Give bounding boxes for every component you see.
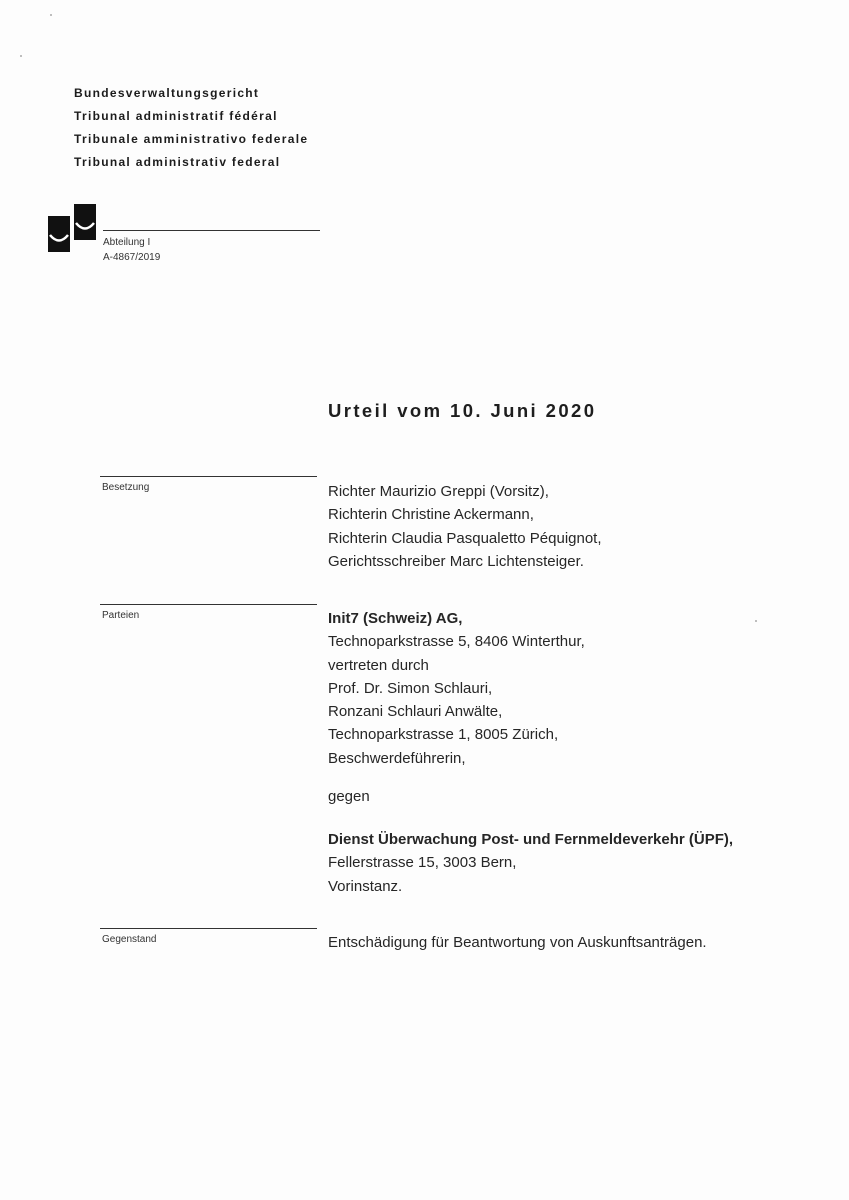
court-names: [74, 82, 308, 174]
court-name-de: Bundesverwaltungsgericht: [74, 86, 260, 100]
court-name-it: Tribunale amministrativo federale: [74, 132, 309, 146]
opponent-content: [328, 828, 733, 898]
besetzung-label: Besetzung: [102, 482, 150, 493]
versus-text: gegen: [328, 788, 370, 805]
opponent-line: Fellerstrasse 15, 3003 Bern,: [328, 854, 517, 872]
besetzung-content: [328, 480, 602, 573]
court-name-rm: Tribunal administrativ federal: [74, 155, 281, 169]
party-line: vertreten durch: [328, 656, 429, 674]
besetzung-line: Richterin Claudia Pasqualetto Péquignot,: [328, 529, 602, 547]
parteien-content: [328, 607, 585, 770]
scan-speck: [755, 620, 757, 622]
opponent-line: Vorinstanz.: [328, 877, 403, 895]
department-info: [103, 235, 160, 265]
parteien-label: Parteien: [102, 610, 140, 621]
header-divider: [103, 230, 320, 231]
parteien-divider: [100, 604, 317, 605]
party-line: Technoparkstrasse 5, 8406 Winterthur,: [328, 633, 585, 651]
gegenstand-label: Gegenstand: [102, 934, 157, 945]
besetzung-line: Richterin Christine Ackermann,: [328, 506, 534, 524]
besetzung-divider: [100, 476, 317, 477]
party-line: Technoparkstrasse 1, 8005 Zürich,: [328, 726, 559, 744]
gegenstand-divider: [100, 928, 317, 929]
department: Abteilung I: [103, 237, 151, 248]
court-name-fr: Tribunal administratif fédéral: [74, 109, 278, 123]
party-line: Prof. Dr. Simon Schlauri,: [328, 679, 493, 697]
judgment-title: Urteil vom 10. Juni 2020: [328, 400, 597, 421]
party-line: Ronzani Schlauri Anwälte,: [328, 703, 503, 721]
besetzung-line: Richter Maurizio Greppi (Vorsitz),: [328, 483, 549, 500]
gegenstand-text: Entschädigung für Beantwortung von Auskunftsanträgen.: [328, 934, 707, 951]
scan-speck: [50, 14, 52, 16]
besetzung-line: Gerichtsschreiber Marc Lichtensteiger.: [328, 552, 584, 570]
case-number: A-4867/2019: [103, 252, 161, 263]
party-line: Beschwerdeführerin,: [328, 749, 466, 767]
court-logo: [46, 202, 98, 254]
party-name: Init7 (Schweiz) AG,: [328, 610, 463, 627]
opponent-name: Dienst Überwachung Post- und Fernmeldeverkehr (ÜPF),: [328, 831, 734, 848]
scan-speck: [20, 55, 22, 57]
